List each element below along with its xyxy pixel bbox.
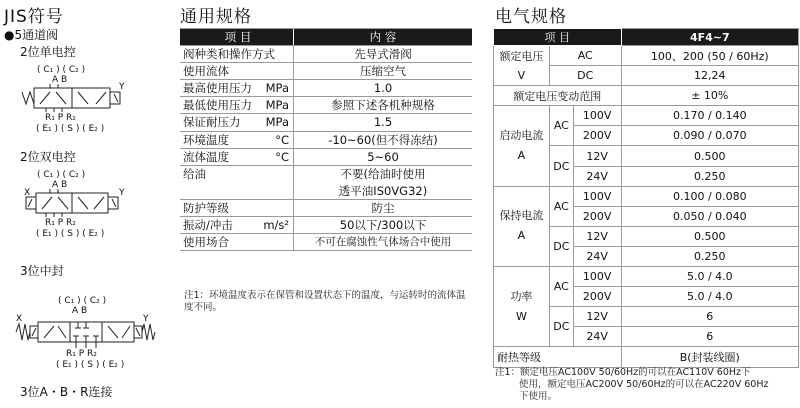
row-label: 保证耐压力 — [183, 115, 241, 130]
closed-center-x-label: X — [16, 314, 23, 324]
row-unit: m/s² — [263, 218, 289, 233]
row-value: 不要(给油时使用 — [340, 166, 426, 181]
voltage-fluctuation-value: ± 10% — [621, 86, 798, 106]
general-row — [180, 114, 472, 131]
power-cell — [494, 267, 550, 347]
row-value: 防尘 — [371, 200, 395, 215]
power-ac-label: AC — [549, 267, 573, 307]
inrush-12v-label: 12V — [573, 146, 621, 166]
valve-type-label: ●5通道阀 — [4, 28, 59, 42]
electrical-spec-title: 电气规格 — [495, 7, 567, 27]
holding-12v-label: 12V — [573, 226, 621, 246]
row-value: 50以下/300以下 — [339, 218, 427, 233]
electrical-spec-note — [495, 367, 800, 403]
row-value: 参照下述各机种规格 — [331, 98, 435, 113]
rated-voltage-unit: V — [517, 68, 526, 82]
electrical-header-model: 4F4~7 — [621, 29, 798, 46]
row-label: 给油 — [183, 166, 206, 181]
heat-class-label: 耐热等级 — [494, 347, 622, 367]
general-row — [180, 80, 472, 97]
double-x-label: X — [24, 188, 31, 198]
closed-center-top-ports: ( C₁ ) ( C₂ ) — [58, 296, 107, 306]
single-bottom-ports: R₁ P R₂ — [45, 113, 76, 123]
power-24v-value: 6 — [621, 327, 798, 347]
holding-current-unit: A — [517, 229, 526, 243]
general-spec-note: 注1：环境温度表示在保管和设置状态下的温度，与运转时的流体温度不同。 — [184, 290, 466, 313]
power-12v-value: 6 — [621, 307, 798, 327]
single-y-label: Y — [119, 82, 125, 92]
electrical-header — [494, 29, 799, 46]
inrush-current-unit: A — [517, 148, 526, 162]
row-value: 透平油IS0VG32) — [338, 183, 428, 198]
general-row — [180, 183, 472, 200]
general-spec-title: 通用规格 — [180, 7, 252, 27]
row-value: 5~60 — [367, 149, 399, 164]
power-200v-label: 200V — [573, 287, 621, 307]
heat-class-value: B(封装线圈) — [621, 347, 798, 367]
row-unit: MPa — [265, 98, 289, 113]
closed-center-bottom-ports: R₁ P R₂ — [66, 349, 97, 359]
power-label: 功率 — [510, 289, 533, 303]
row-label: 防护等级 — [183, 200, 229, 215]
general-row — [180, 200, 472, 217]
inrush-200v-value: 0.090 / 0.070 — [621, 126, 798, 146]
power-dc-label: DC — [549, 307, 573, 347]
power-24v-label: 24V — [573, 327, 621, 347]
inrush-current-label: 启动电流 — [499, 128, 544, 142]
row-unit: MPa — [265, 81, 289, 96]
general-row — [180, 46, 472, 63]
holding-ac-label: AC — [549, 186, 573, 226]
inrush-100v-value: 0.170 / 0.140 — [621, 106, 798, 126]
double-ab-label: A B — [52, 180, 68, 190]
rated-voltage-label: 额定电压 — [499, 49, 544, 63]
row-label: 环境温度 — [183, 132, 229, 147]
row-value: -10~60(但不得冻结) — [328, 132, 438, 147]
row-label: 最高使用压力 — [183, 81, 252, 96]
inrush-current-cell — [494, 106, 550, 186]
inrush-100v-label: 100V — [573, 106, 621, 126]
row-label: 流体温度 — [183, 149, 229, 164]
single-top-ports: ( C₁ ) ( C₂ ) — [37, 65, 86, 75]
double-top-ports: ( C₁ ) ( C₂ ) — [37, 170, 86, 180]
jis-title: JIS符号 — [4, 7, 64, 27]
row-label: 振动/冲击 — [183, 218, 233, 233]
abr-connection-caption: 3位A・B・R连接 — [20, 385, 113, 399]
closed-center-ab-label: A B — [72, 306, 88, 316]
power-100v-value: 5.0 / 4.0 — [621, 267, 798, 287]
row-label: 使用流体 — [183, 64, 229, 79]
double-bottom-ports: R₁ P R₂ — [45, 218, 76, 228]
electrical-note-line-1: 注1：额定电压AC100V 50/60Hz的可以在AC110V 60Hz下 — [495, 367, 751, 378]
general-header-content: 内 容 — [369, 30, 397, 44]
general-spec-header — [180, 29, 472, 46]
inrush-dc-label: DC — [549, 146, 573, 186]
double-solenoid-symbol — [20, 189, 130, 219]
row-value: 压缩空气 — [360, 64, 406, 79]
holding-current-cell — [494, 186, 550, 266]
row-unit: °C — [275, 149, 289, 164]
holding-200v-value: 0.050 / 0.040 — [621, 206, 798, 226]
row-unit: MPa — [265, 115, 289, 130]
double-solenoid-caption: 2位双电控 — [20, 150, 76, 164]
row-label: 使用场合 — [183, 235, 229, 250]
single-ab-label: A B — [52, 75, 68, 85]
holding-24v-label: 24V — [573, 246, 621, 266]
general-row — [180, 63, 472, 80]
closed-center-y-label: Y — [143, 314, 149, 324]
holding-100v-label: 100V — [573, 186, 621, 206]
inrush-12v-value: 0.500 — [621, 146, 798, 166]
power-100v-label: 100V — [573, 267, 621, 287]
holding-100v-value: 0.100 / 0.080 — [621, 186, 798, 206]
single-exhaust-ports: ( E₁ ) ( S ) ( E₂ ) — [36, 124, 105, 134]
holding-dc-label: DC — [549, 226, 573, 266]
inrush-24v-value: 0.250 — [621, 166, 798, 186]
general-spec-table — [180, 28, 472, 251]
single-solenoid-caption: 2位单电控 — [20, 45, 76, 59]
power-12v-label: 12V — [573, 307, 621, 327]
holding-200v-label: 200V — [573, 206, 621, 226]
general-row — [180, 234, 472, 251]
row-label: 阀种类和操作方式 — [183, 47, 275, 62]
general-row — [180, 166, 472, 183]
electrical-spec-table — [493, 28, 799, 368]
single-solenoid-symbol — [20, 84, 130, 114]
row-value: 不可在腐蚀性气体场合中使用 — [314, 236, 452, 249]
rated-dc-value: 12,24 — [621, 66, 798, 86]
rated-ac-label: AC — [549, 46, 621, 66]
closed-center-symbol — [14, 318, 156, 350]
closed-center-caption: 3位中封 — [20, 264, 64, 278]
electrical-note-line-3: 下使用。 — [519, 391, 558, 402]
row-label: 最低使用压力 — [183, 98, 252, 113]
inrush-24v-label: 24V — [573, 166, 621, 186]
rated-voltage-cell — [494, 46, 550, 86]
row-value: 1.0 — [373, 81, 393, 96]
rated-ac-value: 100、200 (50 / 60Hz) — [621, 46, 798, 66]
general-row — [180, 217, 472, 234]
inrush-ac-label: AC — [549, 106, 573, 146]
general-header-item: 项 目 — [180, 29, 294, 45]
electrical-note-line-2: 使用，额定电压AC200V 50/60Hz的可以在AC220V 60Hz — [519, 379, 769, 390]
row-value: 1.5 — [373, 115, 393, 130]
general-row — [180, 97, 472, 114]
holding-current-label: 保持电流 — [499, 209, 544, 223]
double-y-label: Y — [119, 188, 125, 198]
row-unit: °C — [275, 132, 289, 147]
double-exhaust-ports: ( E₁ ) ( S ) ( E₂ ) — [36, 229, 105, 239]
power-unit: W — [515, 309, 527, 323]
holding-24v-value: 0.250 — [621, 246, 798, 266]
closed-center-exhaust-ports: ( E₁ ) ( S ) ( E₂ ) — [56, 360, 125, 370]
voltage-fluctuation-label: 额定电压变动范围 — [494, 86, 622, 106]
general-row — [180, 132, 472, 149]
inrush-200v-label: 200V — [573, 126, 621, 146]
general-row — [180, 149, 472, 166]
rated-dc-label: DC — [549, 66, 621, 86]
power-200v-value: 5.0 / 4.0 — [621, 287, 798, 307]
holding-12v-value: 0.500 — [621, 226, 798, 246]
electrical-header-item: 项 目 — [494, 29, 622, 46]
row-value: 先导式滑阀 — [354, 47, 412, 62]
